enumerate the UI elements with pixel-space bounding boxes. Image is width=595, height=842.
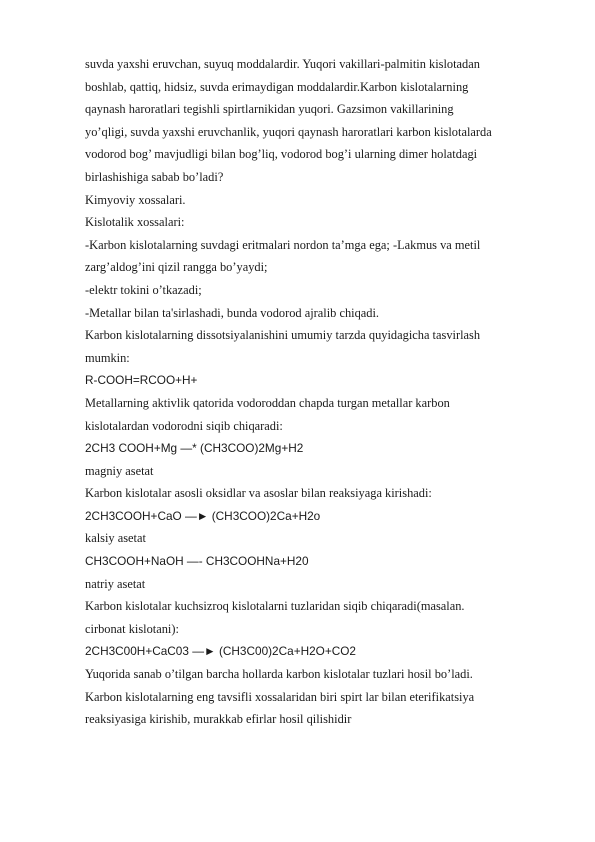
text-line: suvda yaxshi eruvchan, suyuq moddalardir. Yuqori vakillari-palmitin kislotadan [85, 57, 480, 71]
text-line: Metallarning aktivlik qatorida vodoroddan chapda turgan metallar karbon [85, 395, 450, 410]
text-line: -elektr tokini o’tkazadi; [85, 282, 202, 297]
equation-line: 2CH3COOH+CaO —► (CH3COO)2Ca+H2o [85, 508, 321, 523]
text-line: natriy asetat [85, 576, 146, 591]
text-line: mumkin: [85, 350, 130, 365]
text-line: cirbonat kislotani): [85, 621, 179, 636]
text-line: qaynash haroratlari tegishli spirtlarnikidan yuqori. Gazsimon vakillarining [85, 102, 454, 117]
text-line: Kimyoviy xossalari. [85, 192, 186, 207]
equation-line: R-COOH=RCOO+H+ [85, 373, 198, 388]
text-line: magniy asetat [85, 463, 154, 478]
text-line: Karbon kislotalarning eng tavsifli xossalaridan biri spirt lar bilan eterifikatsiya [85, 689, 475, 704]
text-line: kalsiy asetat [85, 531, 146, 546]
document-body [85, 53, 555, 731]
text-line: Kislotalik xossalari: [85, 215, 185, 230]
text-line: reaksiyasiga kirishib, murakkab efirlar hosil qilishidir [85, 712, 352, 727]
text-line: boshlab, qattiq, hidsiz, suvda erimaydigan moddalardir.Karbon kislotalarning [85, 79, 469, 94]
text-line: zarg’aldog’ini qizil rangga bo’yaydi; [85, 260, 268, 275]
text-line: Karbon kislotalar asosli oksidlar va asoslar bilan reaksiyaga kirishadi: [85, 486, 432, 501]
text-line: kislotalardan vodorodni siqib chiqaradi: [85, 418, 283, 433]
text-line: Karbon kislotalarning dissotsiyalanishini umumiy tarzda quyidagicha tasvirlash [85, 328, 481, 343]
text-line: vodorod bog’ mavjudligi bilan bog’liq, vodorod bog’i ularning dimer holatdagi [85, 147, 478, 162]
text-line: Yuqorida sanab o’tilgan barcha hollarda karbon kislotalar tuzlari hosil bo’ladi. [85, 667, 473, 682]
text-line: yo’qligi, suvda yaxshi eruvchanlik, yuqori qaynash haroratlari karbon kislotalarda [85, 124, 492, 139]
equation-line: CH3COOH+NaOH —- CH3COOHNa+H20 [85, 554, 309, 569]
text-line: birlashishiga sabab bo’ladi? [85, 169, 224, 184]
text-line: -Karbon kislotalarning suvdagi eritmalari nordon ta’mga ega; -Lakmus va metil [85, 237, 481, 252]
equation-line: 2CH3C00H+CaC03 —► (CH3C00)2Ca+H2O+CO2 [85, 644, 356, 659]
text-line: -Metallar bilan ta'sirlashadi, bunda vodorod ajralib chiqadi. [85, 305, 380, 320]
text-line: Karbon kislotalar kuchsizroq kislotalarni tuzlaridan siqib chiqaradi(masalan. [85, 599, 465, 614]
equation-line: 2CH3 COOH+Mg —* (CH3COO)2Mg+H2 [85, 441, 304, 456]
